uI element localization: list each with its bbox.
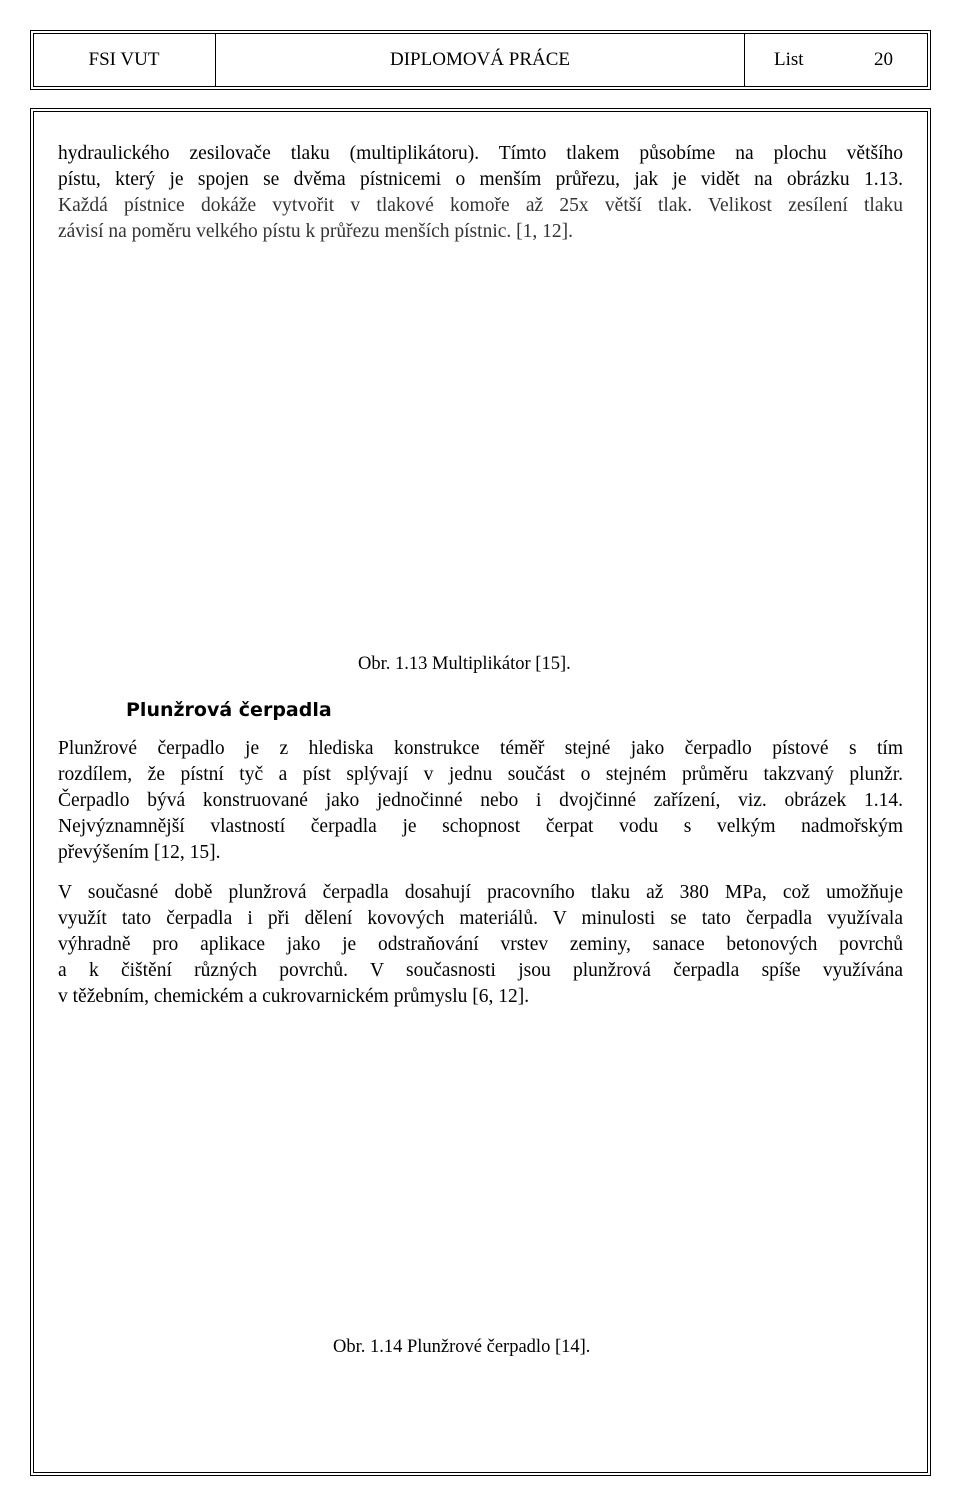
text-line: Plunžrové čerpadlo je z hlediska konstrukce téměř stejné jako čerpadlo pístové s tím xyxy=(58,738,903,759)
text-line: hydraulického zesilovače tlaku (multiplikátoru). Tímto tlakem působíme na plochu většího xyxy=(58,143,903,164)
text-line: Nejvýznamnější vlastností čerpadla je schopnost čerpat vodu s velkým nadmořským xyxy=(58,816,903,837)
figure-caption-1-14: Obr. 1.14 Plunžrové čerpadlo [14]. xyxy=(333,1337,591,1357)
header-page-number: 20 xyxy=(874,49,893,70)
header-institution: FSI VUT xyxy=(88,49,160,70)
text-line: výhradně pro aplikace jako je odstraňování vrstev zeminy, sanace betonových povrchů xyxy=(58,934,903,955)
figure-caption-1-13: Obr. 1.13 Multiplikátor [15]. xyxy=(358,654,571,674)
text-line: převýšením [12, 15]. xyxy=(58,842,221,863)
text-line: pístu, který je spojen se dvěma pístnicemi o menším průřezu, jak je vidět na obrázku 1.13. xyxy=(58,169,903,190)
header-list-label: List xyxy=(774,49,804,70)
text-line: Každá pístnice dokáže vytvořit v tlakové komoře až 25x větší tlak. Velikost zesílení tlaku xyxy=(58,195,903,216)
text-line: rozdílem, že pístní tyč a píst splývají v jednu součást o stejném průměru takzvaný plunžr. xyxy=(58,764,903,785)
section-heading: Plunžrová čerpadla xyxy=(126,699,332,721)
text-line: Čerpadlo bývá konstruované jako jednočinné nebo i dvojčinné zařízení, viz. obrázek 1.14. xyxy=(58,790,903,811)
header-divider xyxy=(744,33,745,87)
text-line: využít tato čerpadla i při dělení kovových materiálů. V minulosti se tato čerpadla využívala xyxy=(58,908,903,929)
text-line: závisí na poměru velkého pístu k průřezu menších pístnic. [1, 12]. xyxy=(58,221,573,242)
text-line: a k čištění různých povrchů. V současnosti jsou plunžrová čerpadla spíše využívána xyxy=(58,960,903,981)
header-thesis-type: DIPLOMOVÁ PRÁCE xyxy=(390,49,570,70)
text-line: V současné době plunžrová čerpadla dosahují pracovního tlaku až 380 MPa, což umožňuje xyxy=(58,882,903,903)
text-line: v těžebním, chemickém a cukrovarnickém průmyslu [6, 12]. xyxy=(58,986,530,1007)
